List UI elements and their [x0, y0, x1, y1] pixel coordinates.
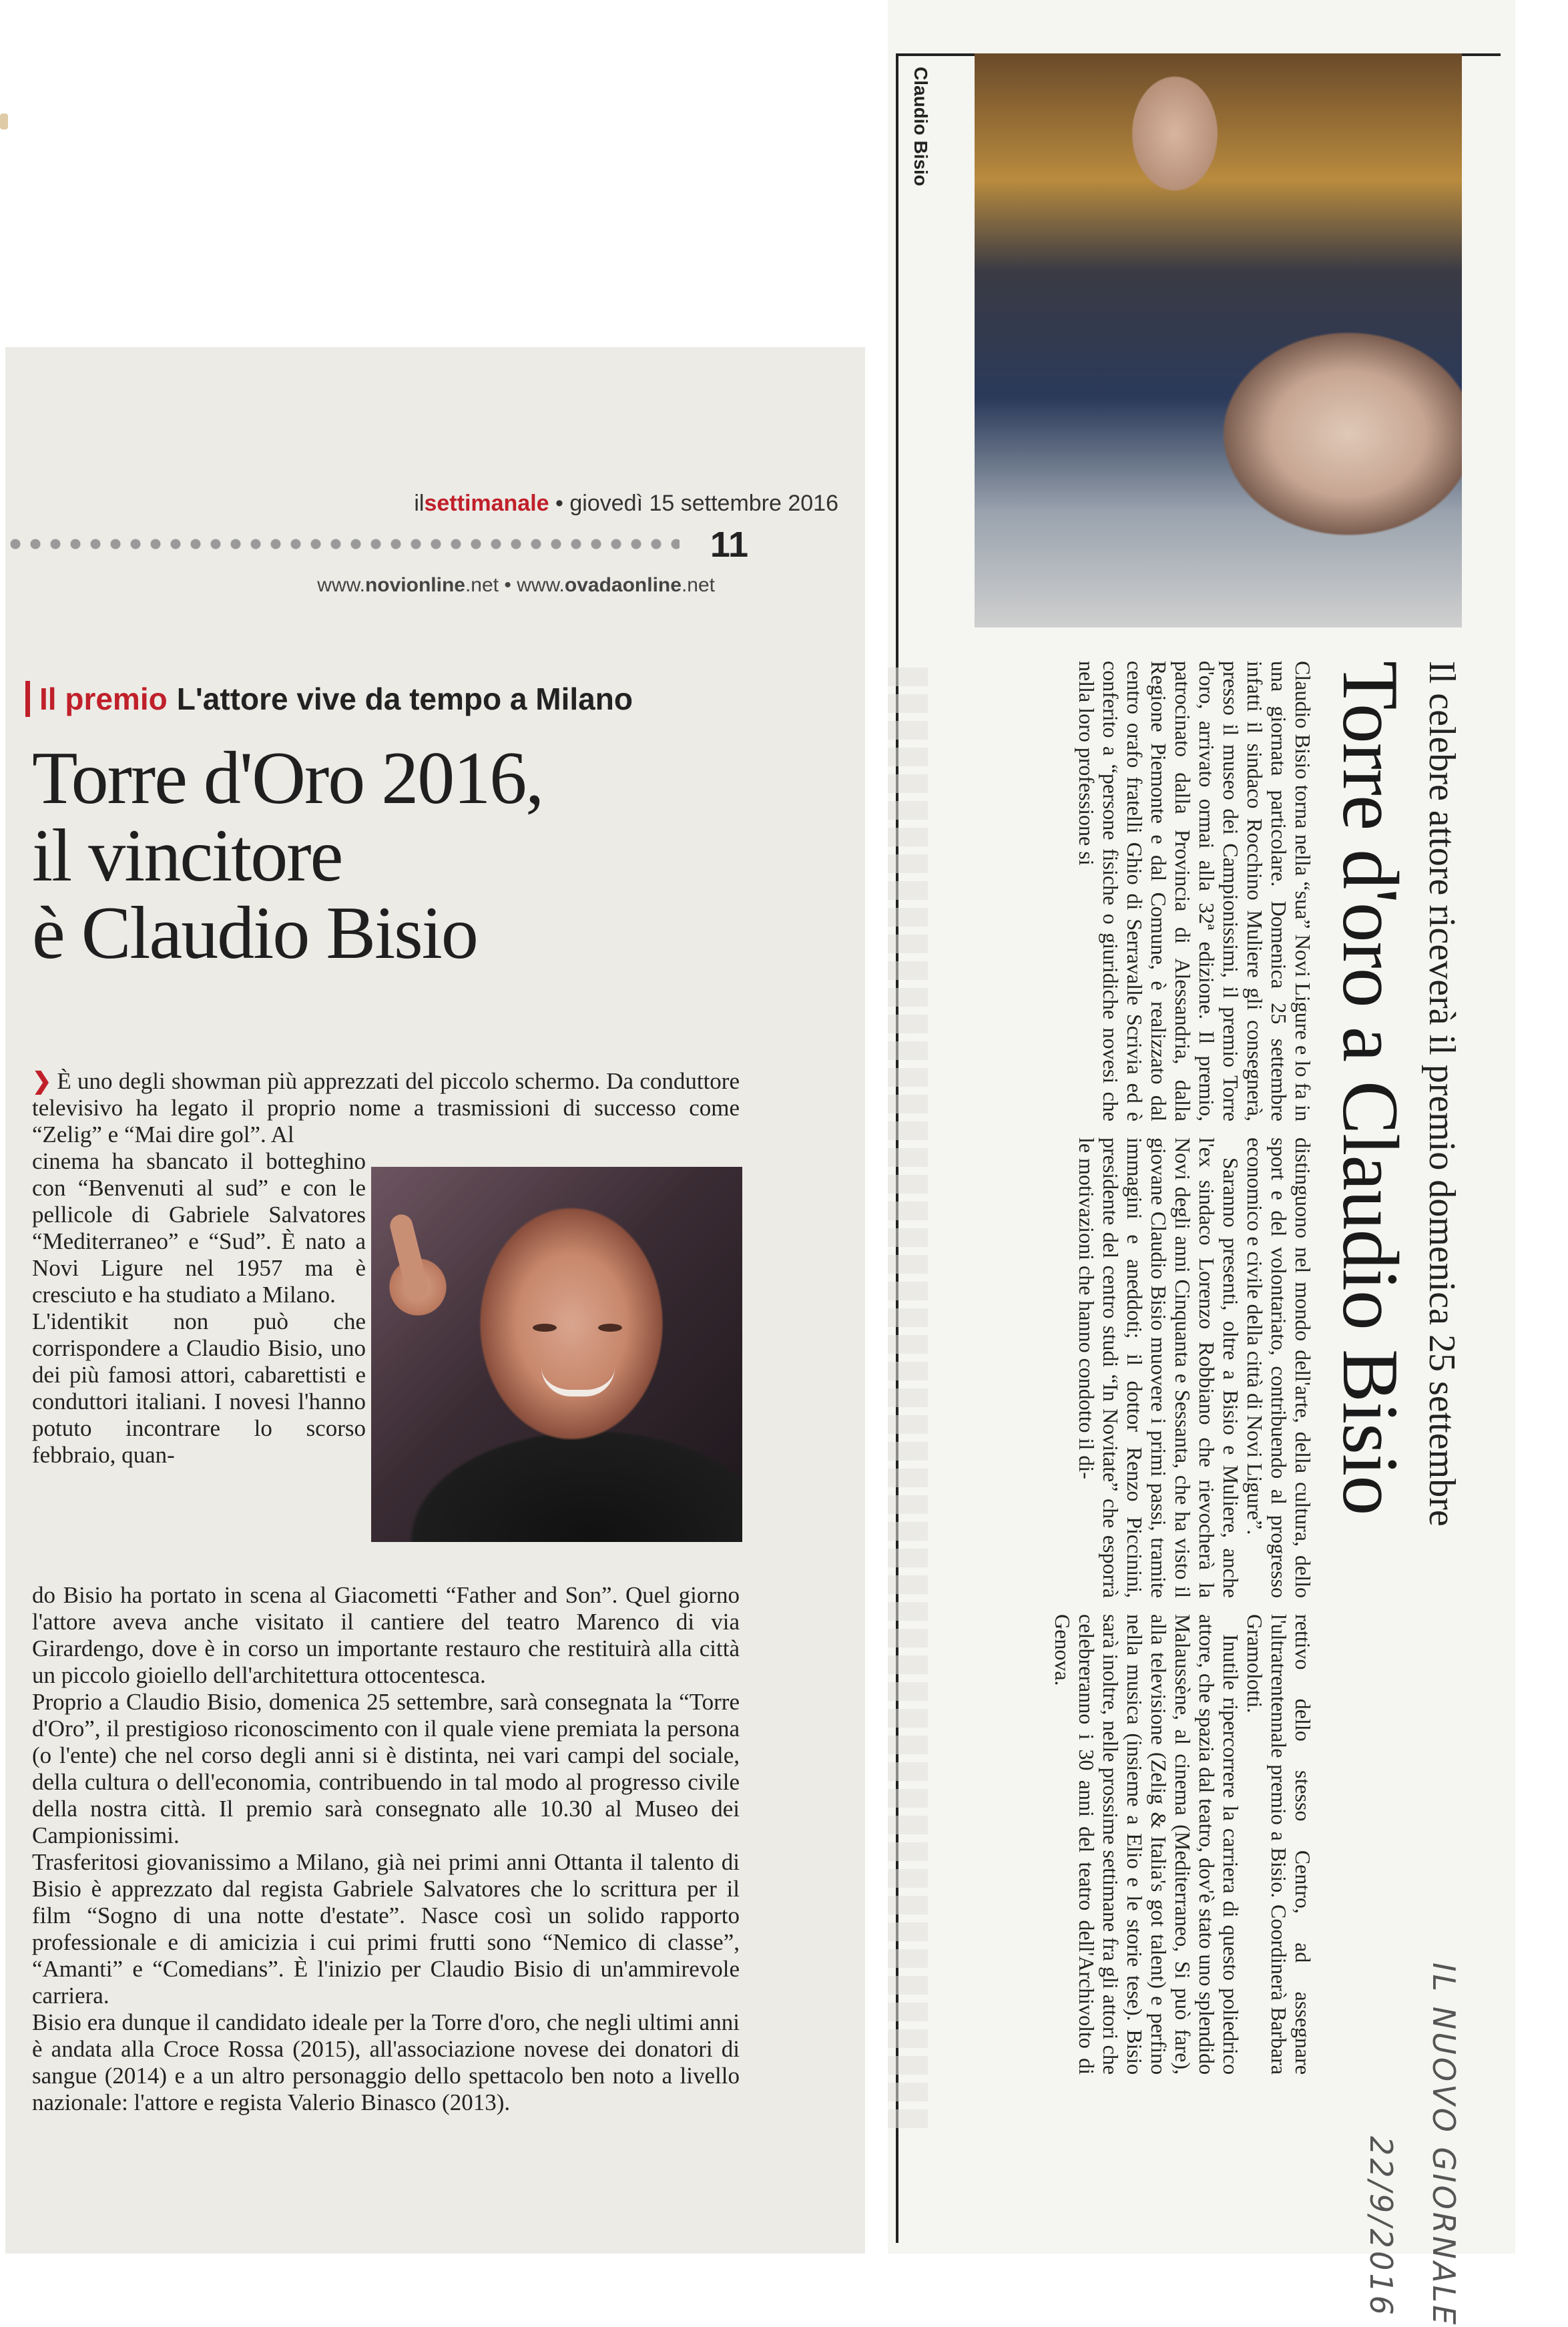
site-one-prefix: www.	[317, 574, 365, 596]
body-paragraph: cinema ha sbancato il botteghino con “Benvenuti al sud” e con le pellicole di Gabriele Salvatores “Mediterraneo” e “Sud”. È nato a Novi Ligure nel 1957 ma è cresciuto e ha studiato a Milano.	[32, 1148, 366, 1308]
photo-eye	[533, 1324, 557, 1332]
article-title: Torre d'oro a Claudio Bisio	[1326, 661, 1415, 1515]
article-subhead: Il celebre attore riceverà il premio domenica 25 settembre	[1421, 661, 1463, 1527]
article-body-narrow	[32, 1148, 366, 1469]
site-two-name: ovadaonline	[564, 574, 682, 596]
decorative-dots	[5, 531, 680, 557]
newspaper-clipping-left	[5, 347, 865, 2254]
article-body-wide	[32, 1582, 740, 2116]
article-headline	[32, 737, 740, 975]
article-lead	[32, 1068, 740, 1148]
photo-eye	[598, 1324, 622, 1332]
brand-name: settimanale	[424, 491, 549, 516]
lead-marker-icon: ❯	[32, 1068, 52, 1094]
kicker-text: L'attore vive da tempo a Milano	[176, 682, 633, 716]
article-kicker	[25, 681, 798, 717]
handwritten-date: 22/9/2016	[1363, 2136, 1399, 2318]
show-through-text	[888, 668, 928, 2136]
column-paragraph: distinguono nel mondo dell'arte, della cultura, dello sport e del volontariato, contribuendo al progresso economico e civile della città di Novi Ligure”.	[1243, 1137, 1315, 1598]
column-paragraph: Inutile ripercorrere la carriera di questo poliedrico attore, che spazia dal teatro, dov'è stato uno splendido Malaussène, al cinema (Mediterraneo, Si può fare), alla televisione (Zelig & Italia's got talent) e perfino nella musica (insieme a Elio e le storie tese). Bisio sarà inoltre, nelle prossime settimane fra gli attori che celebreranno i 30 anni del teatro dell'Archivolto di Genova.	[1051, 1614, 1243, 2075]
body-paragraph: Bisio era dunque il candidato ideale per la Torre d'oro, che negli ultimi anni è andata alla Croce Rossa (2015), all'associazione novese dei donatori di sangue (2014) e a un altro personaggio dello spettacolo ben noto a livello nazionale: l'attore e regista Valerio Binasco (2013).	[32, 2009, 740, 2115]
body-paragraph: do Bisio ha portato in scena al Giacometti “Father and Son”. Quel giorno l'attore aveva anche visitato il cantiere del teatro Marenco di via Girardengo, dove è in corso un importante restauro che restituirà alla città un piccolo gioiello dell'architettura ottocentesca.	[32, 1582, 740, 1688]
photo-caption: Claudio Bisio	[910, 67, 931, 186]
headline-line: è Claudio Bisio	[32, 892, 477, 975]
rotated-article	[1051, 661, 1462, 2083]
photo-hand	[388, 1212, 431, 1302]
body-paragraph: Proprio a Claudio Bisio, domenica 25 settembre, sarà consegnata la “Torre d'Oro”, il prestigioso riconoscimento con il quale viene premiata la persona (o l'ente) che nel corso degli anni si è distinta, nei vari campi del sociale, della cultura o dell'economia, contribuendo in tal modo al progresso civile della nostra città. Il premio sarà consegnato alle 10.30 al Museo dei Campionissimi.	[32, 1689, 740, 1848]
column-paragraph: Saranno presenti, oltre a Bisio e Muliere, anche l'ex sindaco Lorenzo Robbiano che rievocherà la Novi degli anni Cinquanta e Sessanta, che ha visto il giovane Claudio Bisio muovere i primi passi, tramite immagini e aneddoti; il dottor Renzo Piccinini, presidente del centro studi “In Novitate” che esporrà le motivazioni che hanno condotto il di-	[1075, 1137, 1243, 1598]
column-paragraph: rettivo dello stesso Centro, ad assegnare l'ultratrentennale premio a Bisio. Coordinerà Barbara Gramolotti.	[1243, 1614, 1315, 2075]
issue-date: • giovedì 15 settembre 2016	[555, 491, 838, 516]
page-number: 11	[710, 525, 748, 565]
site-separator: •	[504, 574, 511, 596]
masthead-brand	[414, 491, 549, 516]
handwritten-source: IL NUOVO GIORNALE	[1426, 1963, 1462, 2327]
article-column	[1051, 661, 1315, 1121]
rotated-portrait-photo	[975, 53, 1462, 627]
body-paragraph: L'identikit non può che corrispondere a Claudio Bisio, uno dei più famosi attori, cabarettisti e conduttori italiani. I novesi l'hanno potuto incontrare lo scorso febbraio, quan-	[32, 1308, 366, 1468]
handwritten-note	[1363, 1963, 1462, 2327]
portrait-photo	[371, 1167, 742, 1542]
lead-text: È uno degli showman più apprezzati del piccolo schermo. Da conduttore televisivo ha legato il proprio nome a trasmissioni di successo come “Zelig” e “Mai dire gol”. Al	[32, 1068, 740, 1147]
photo-smile	[541, 1367, 615, 1396]
site-two-prefix: www.	[517, 574, 565, 596]
brand-prefix: il	[414, 491, 425, 516]
headline-line: il vincitore	[32, 814, 342, 897]
website-line	[317, 574, 715, 597]
article-columns	[1051, 661, 1315, 2083]
paper-speck	[0, 113, 8, 130]
site-one-name: novionline	[364, 574, 465, 596]
column-paragraph: Claudio Bisio torna nella “sua” Novi Ligure e lo fa in una giornata particolare. Domenica 25 settembre infatti il sindaco Rocchino Muliere gli consegnerà, presso il museo dei Campionissimi, il premio Torre d'oro, arrivato ormai alla 32ª edizione. Il premio, patrocinato dalla Provincia di Alessandria, dalla Regione Piemonte e dal Comune, è realizzato dal centro orafo fratelli Ghio di Serravalle Scrivia ed è conferito a “persone fisiche o giuridiche novesi che nella loro professione si	[1075, 661, 1315, 1121]
headline-line: Torre d'Oro 2016,	[32, 737, 543, 820]
body-paragraph: Trasferitosi giovanissimo a Milano, già nei primi anni Ottanta il talento di Bisio è apprezzato dal regista Gabriele Salvatores che lo scritturа per il film “Sogno di una notte d'estate”. Nasce così un solido rapporto professionale e di amicizia i cui primi frutti sono “Nemico di classe”, “Amanti” e “Comedians”. È l'inizio per Claudio Bisio di un'ammirevole carriera.	[32, 1849, 740, 2009]
article-column	[1051, 1614, 1315, 2075]
article-column	[1051, 1137, 1315, 1598]
kicker-category: Il premio	[39, 682, 168, 716]
site-two-suffix: .net	[681, 574, 715, 596]
masthead-line	[5, 491, 838, 517]
site-one-suffix: .net	[465, 574, 499, 596]
